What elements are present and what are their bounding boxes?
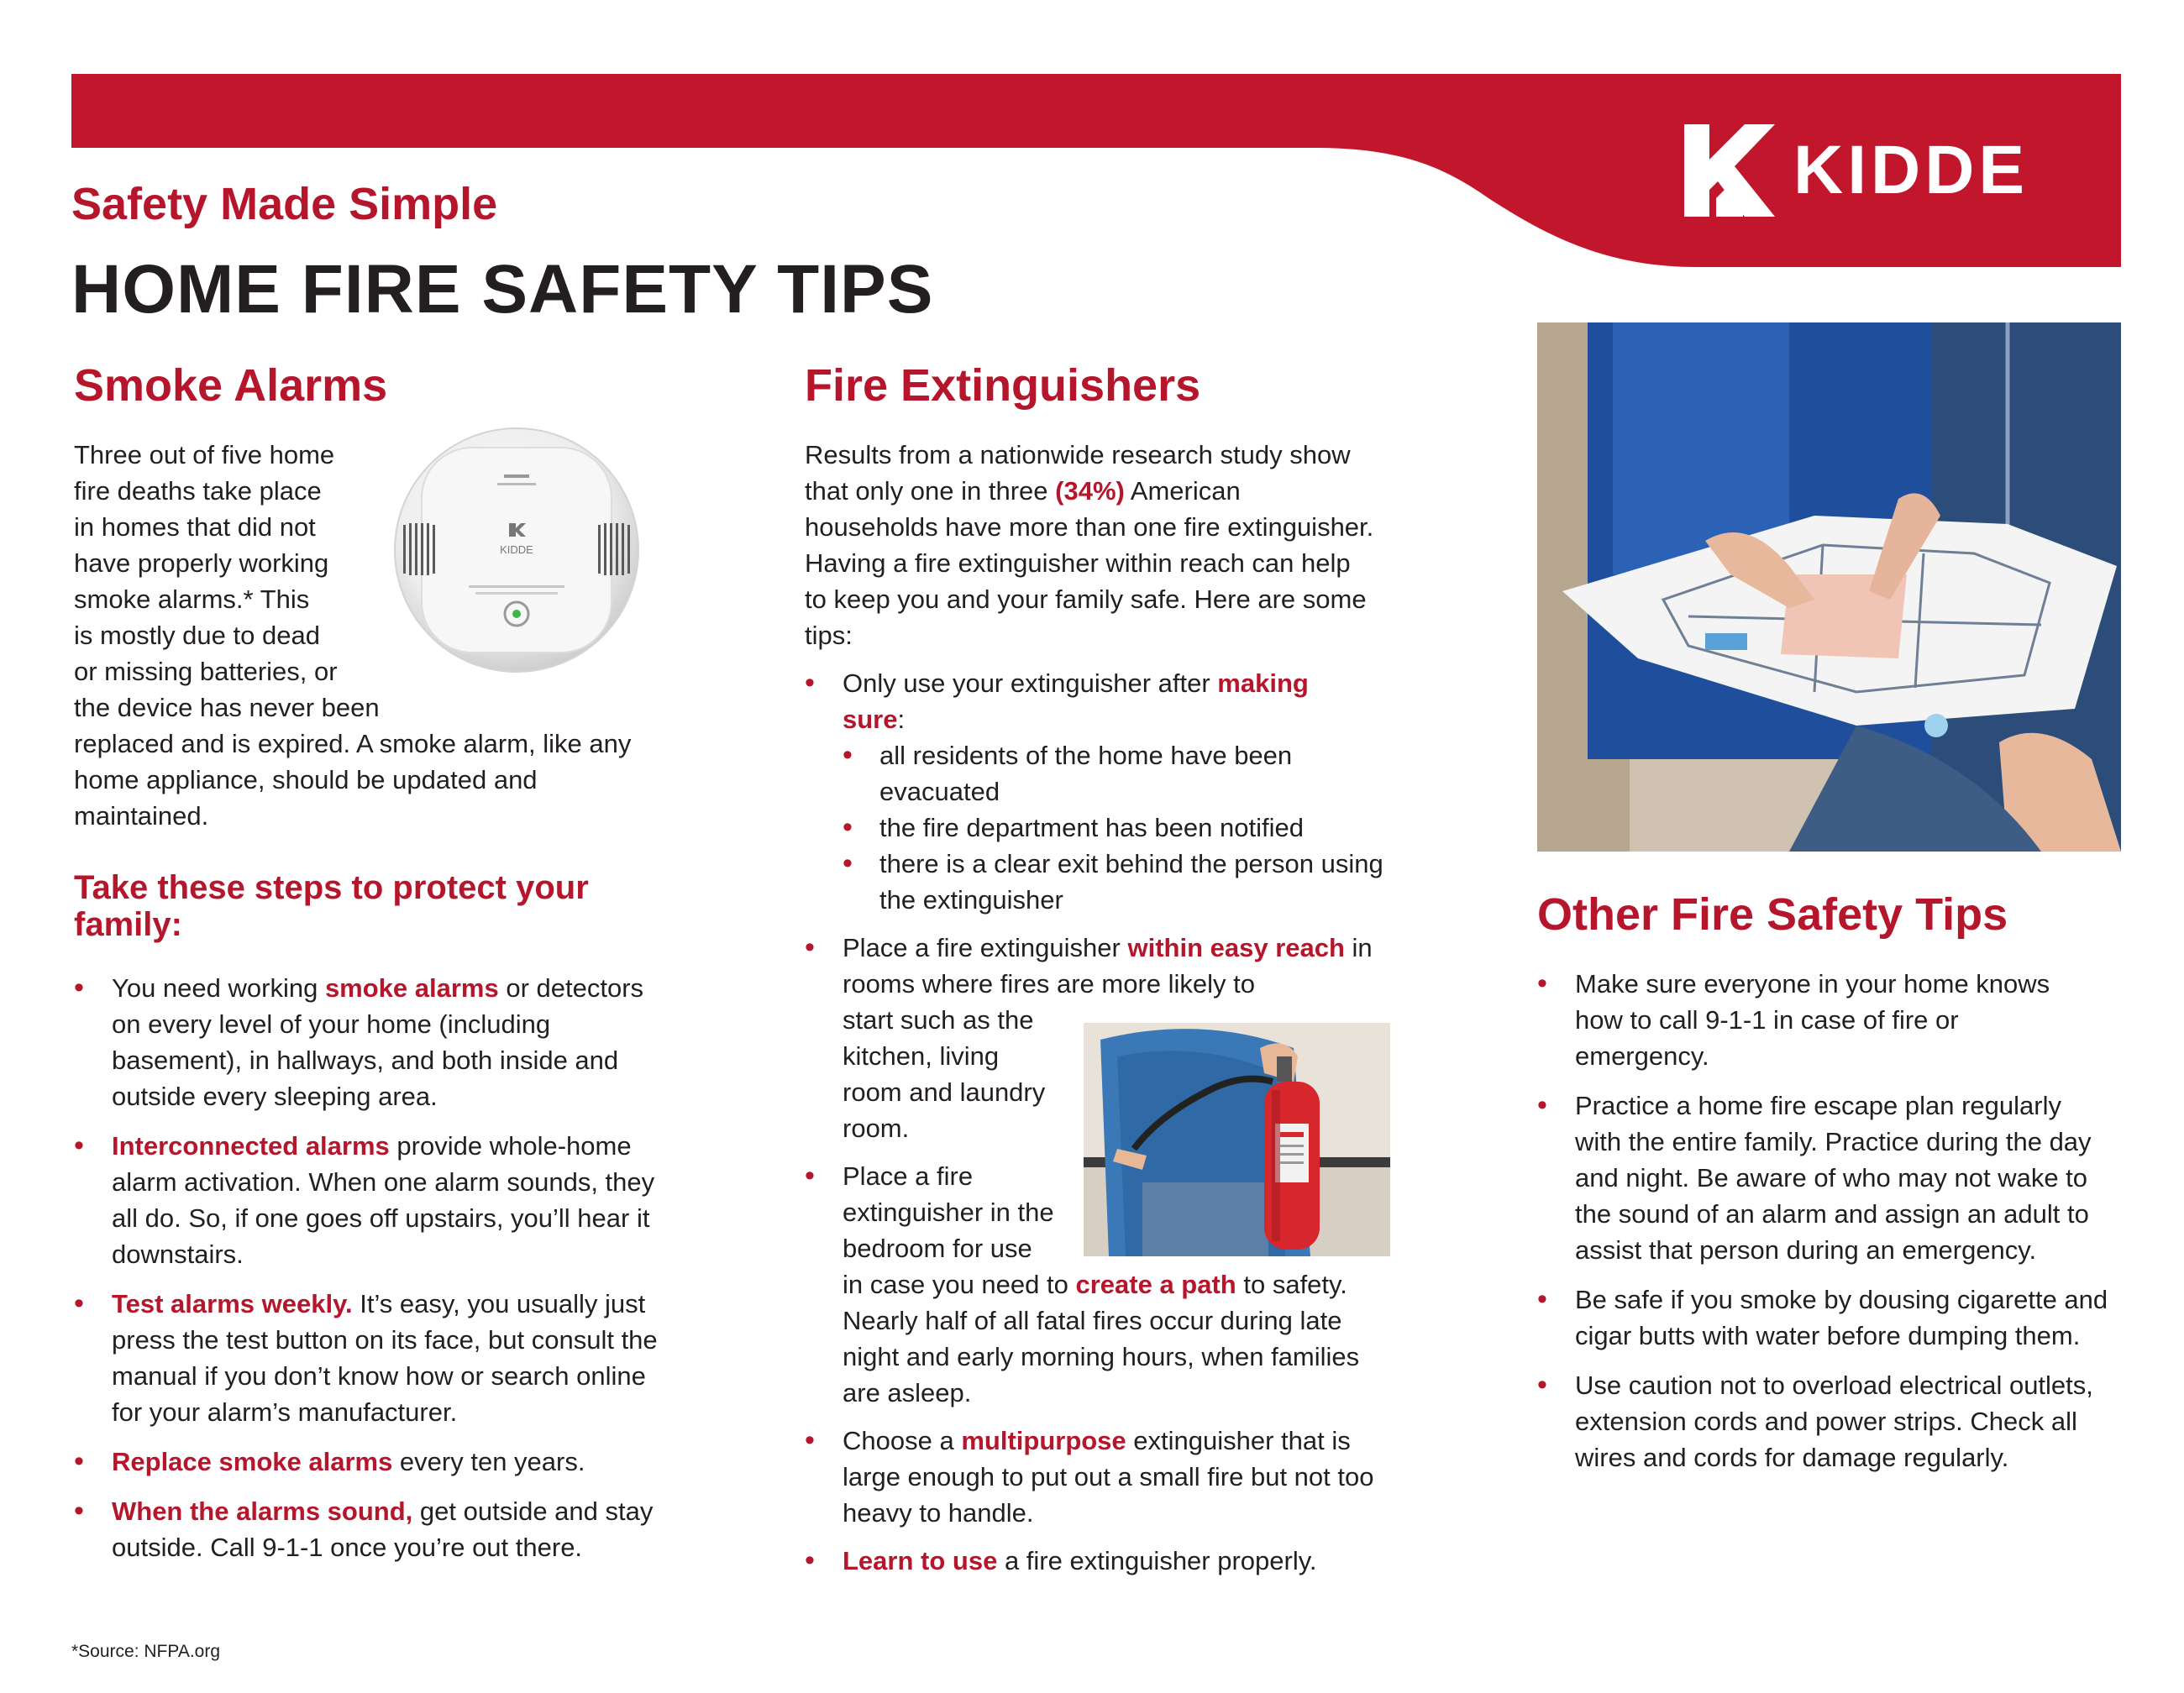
list-item — [805, 1543, 1393, 1579]
intro-text: Results from a nationwide research study show that only one in three — [805, 440, 1351, 506]
intro-line: smoke alarms.* This — [74, 584, 310, 614]
sub-list-item: • there is a clear exit behind the person using the extinguisher — [843, 846, 1400, 918]
kidde-logo-text: KIDDE — [1793, 132, 2029, 208]
fire-extinguisher-image — [1084, 1023, 1390, 1256]
sub-list-item: • all residents of the home have been evacuated — [843, 737, 1350, 810]
intro-line: the device has never been — [74, 693, 380, 722]
item-text: in case you need to — [843, 1270, 1076, 1299]
list-item: • Use caution not to overload electrical outlets, extension cords and power strips. Check all wires and cords for damage regularly. — [1537, 1367, 2121, 1475]
tip-line: extinguisher in the — [843, 1198, 1054, 1227]
kidde-logo-mark-icon — [1684, 124, 1775, 217]
item-emphasis: multipurpose — [961, 1426, 1126, 1455]
fire-extinguishers-heading: Fire Extinguishers — [805, 360, 1201, 411]
intro-line: have properly working — [74, 548, 329, 578]
steps-heading: Take these steps to protect your family: — [74, 869, 589, 943]
item-emphasis: Interconnected alarms — [112, 1131, 390, 1161]
item-text: extinguisher that is large enough to put out a small fire but not too heavy to handle. — [843, 1426, 1374, 1528]
tip-line: kitchen, living — [843, 1041, 1000, 1071]
intro-line: or missing batteries, or — [74, 657, 338, 686]
list-item — [74, 1493, 662, 1565]
extinguishers-intro — [805, 437, 1376, 653]
item-text: : — [897, 705, 906, 734]
list-item — [74, 1128, 662, 1272]
list-item: • Be safe if you smoke by dousing cigarette and cigar butts with water before dumping them. — [1537, 1282, 2121, 1354]
item-emphasis: Test alarms weekly. — [112, 1289, 353, 1318]
sub-list-item: • the fire department has been notified — [843, 810, 1380, 846]
tip-main — [843, 930, 1389, 1002]
list-item: • Make sure everyone in your home knows how to call 9-1-1 in case of fire or emergency. — [1537, 966, 2087, 1074]
kidde-logo — [1684, 124, 2029, 217]
item-text: get outside and stay outside. Call 9-1-1 once you’re out there. — [112, 1496, 654, 1562]
footnote: *Source: NFPA.org — [71, 1642, 221, 1661]
smoke-alarms-heading: Smoke Alarms — [74, 360, 388, 411]
tip-main — [843, 665, 1330, 737]
intro-emphasis: (34%) — [1055, 476, 1125, 506]
item-emphasis: making sure — [843, 668, 1309, 734]
other-tips-heading: Other Fire Safety Tips — [1537, 889, 2008, 940]
item-emphasis: Replace smoke alarms — [112, 1447, 393, 1476]
list-item — [74, 1444, 662, 1480]
intro-line: in homes that did not — [74, 512, 316, 542]
item-emphasis: When the alarms sound, — [112, 1496, 413, 1526]
tip-main — [843, 1423, 1389, 1531]
item-emphasis: Learn to use — [843, 1546, 998, 1575]
item-emphasis: within easy reach — [1127, 933, 1345, 962]
item-text: You need working — [112, 973, 325, 1003]
list-item: • Practice a home fire escape plan regularly with the entire family. Practice during the day and night. Be aware of who may not wake to the sound of an alarm and assign an adult to assist that person during an emergency. — [1537, 1088, 2096, 1268]
item-text: Place a fire extinguisher — [843, 933, 1128, 962]
tagline: Safety Made Simple — [71, 179, 498, 229]
escape-plan-photo — [1537, 322, 2121, 852]
alarm-brand-label: KIDDE — [500, 543, 533, 556]
intro-text: American households have more than one fire extinguisher. Having a fire extinguisher within reach can help to keep you and your family safe. Here are some tips: — [805, 476, 1374, 650]
item-text: in rooms where fires are more likely to — [843, 933, 1373, 999]
intro-line: fire deaths take place — [74, 476, 322, 506]
intro-line: Three out of five home — [74, 440, 335, 469]
item-text: to safety. Nearly half of all fatal fires occur during late night and early morning hours, when families are asleep. — [843, 1270, 1360, 1407]
other-tips-list — [1537, 966, 2117, 1475]
tip-line: start such as the — [843, 1005, 1034, 1035]
list-item — [74, 1286, 662, 1430]
item-text: every ten years. — [392, 1447, 585, 1476]
list-item — [74, 970, 662, 1114]
smoke-alarm-image — [386, 424, 647, 676]
tip-main — [843, 1266, 1389, 1411]
tip-line: room. — [843, 1114, 910, 1143]
sub-list — [843, 737, 1383, 918]
tip-line: room and laundry — [843, 1077, 1046, 1107]
steps-list — [74, 970, 662, 1565]
item-text: or detectors on every level of your home (including basement), in hallways, and both inside and outside every sleeping area. — [112, 973, 644, 1111]
page-title: HOME FIRE SAFETY TIPS — [71, 251, 934, 328]
item-text: provide whole-home alarm activation. When one alarm sounds, they all do. So, if one goes off upstairs, you’ll hear it downstairs. — [112, 1131, 655, 1269]
item-text: a fire extinguisher properly. — [997, 1546, 1317, 1575]
list-item — [805, 665, 1393, 918]
tip-line: bedroom for use — [843, 1234, 1032, 1263]
tip-line: • Place a fire — [843, 1161, 974, 1191]
list-item — [805, 1423, 1393, 1531]
intro-line: is mostly due to dead — [74, 621, 320, 650]
item-text: It’s easy, you usually just press the test button on its face, but consult the manual if you don’t know how or search online for your alarm’s manufacturer. — [112, 1289, 658, 1427]
item-text: Only use your extinguisher after — [843, 668, 1218, 698]
intro-rest: replaced and is expired. A smoke alarm, like any home appliance, should be updated and maintained. — [74, 729, 632, 831]
item-emphasis: create a path — [1075, 1270, 1236, 1299]
item-emphasis: smoke alarms — [324, 973, 499, 1003]
item-text: Choose a — [843, 1426, 962, 1455]
